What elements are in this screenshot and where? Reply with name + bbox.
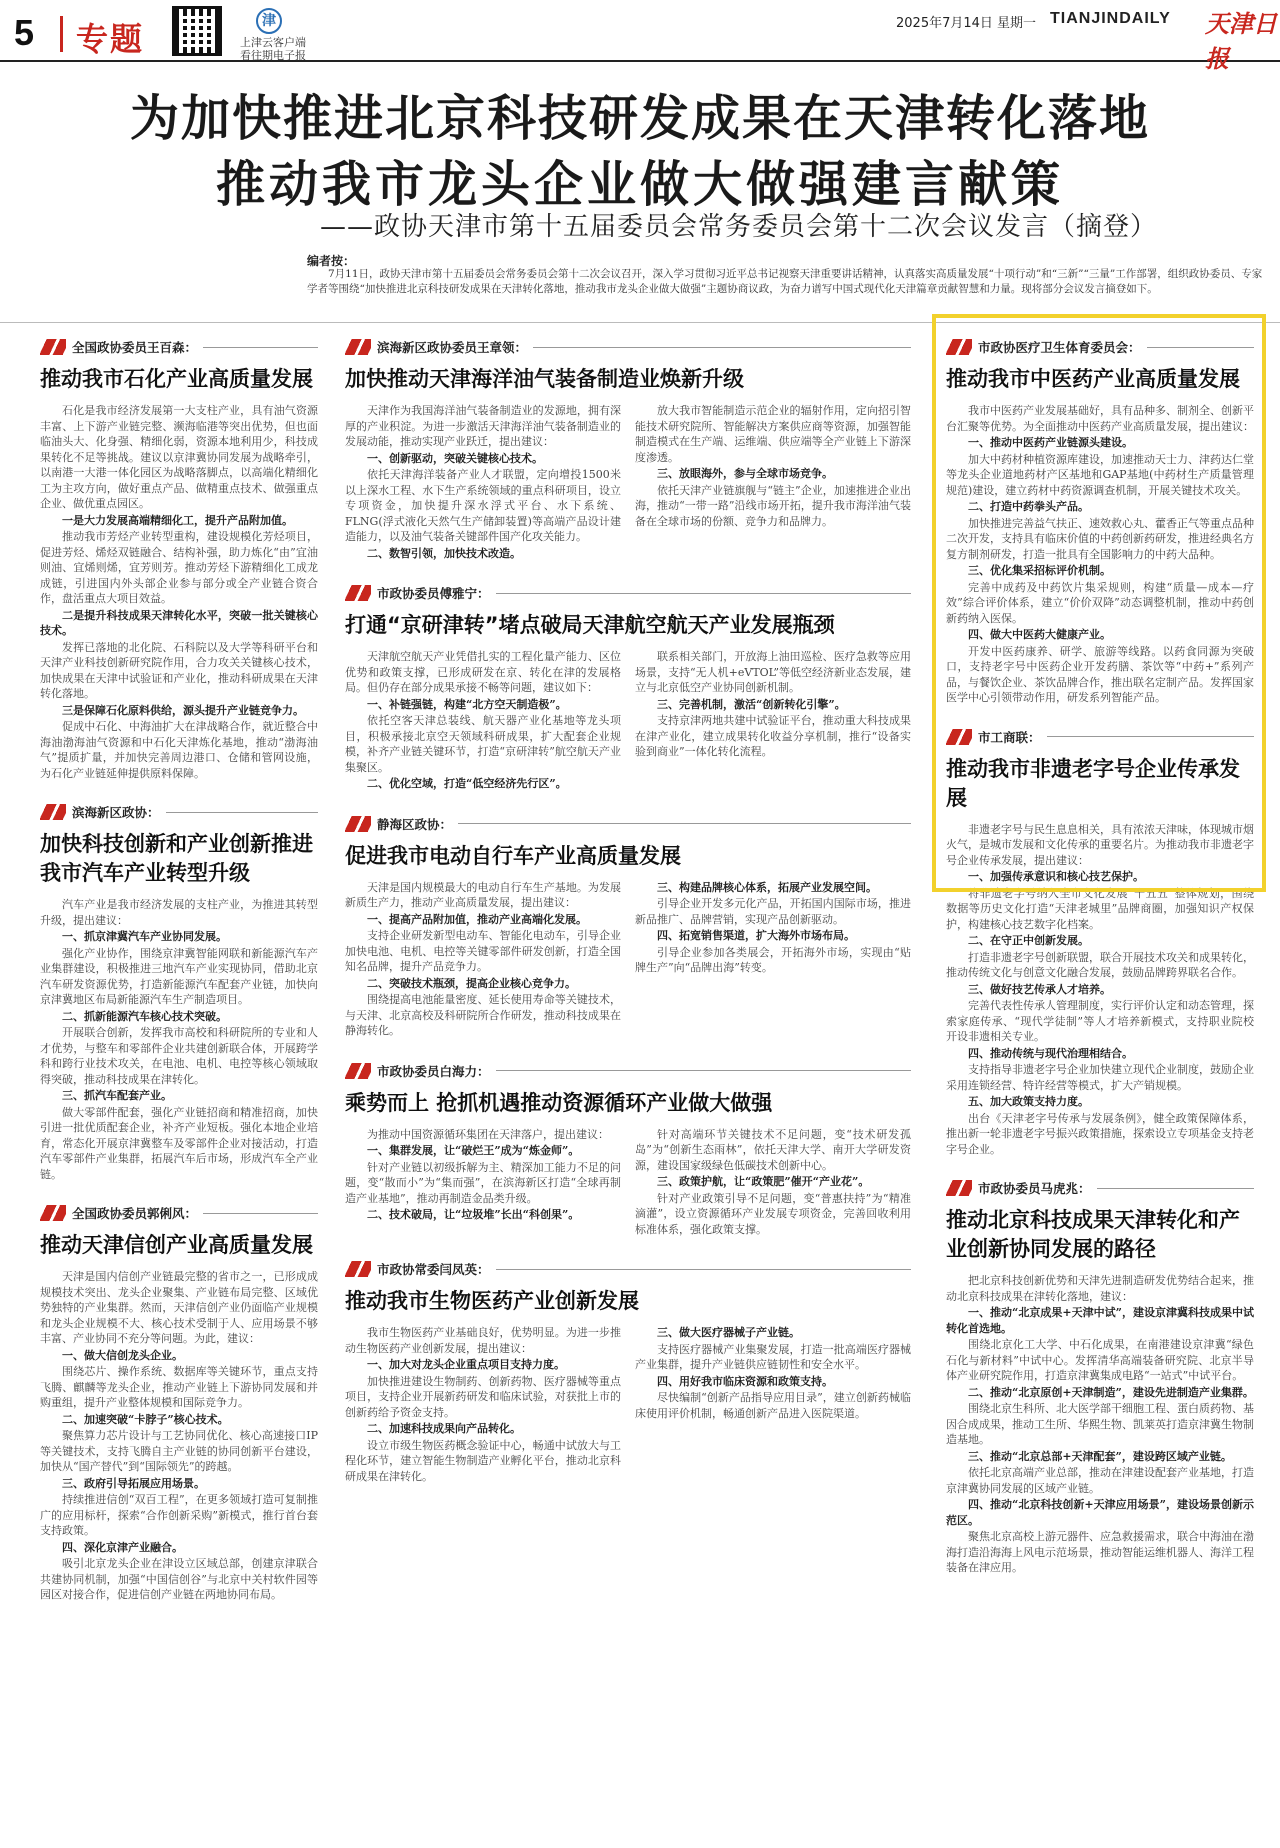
article[interactable]	[40, 801, 318, 1182]
point-heading: 二、优化空域，打造“低空经济先行区”。	[367, 777, 567, 790]
kicker-rule	[496, 1070, 911, 1071]
article-paragraph: 打造非遗老字号创新联盟，联合开展技术攻关和成果转化，推动传统文化与创意文化融合发展，鼓励品牌跨界联名合作。	[946, 950, 1254, 979]
article-paragraph: 支持京津两地共建中试验证平台，推动重大科技成果在津产业化，建立成果转化收益分享机制，推行“设备实验到商业”一体化转化流程。	[635, 714, 911, 758]
article-title[interactable]: 推动我市石化产业高质量发展	[40, 367, 313, 391]
section-label: 专题	[76, 20, 145, 58]
article[interactable]	[345, 336, 911, 562]
point-heading: 四、推动传统与现代治理相结合。	[968, 1046, 1133, 1060]
kicker-rule	[496, 1269, 911, 1270]
point-heading: 三、优化集采招标评价机制。	[968, 564, 1111, 577]
article-paragraph: 加大中药材种植资源库建设，加速推动天士力、津药达仁堂等龙头企业道地药材产区基地和GAP基地(中药材生产质量管理规范)建设，建立药材中药资源调查机制，开展关键技术攻关。	[946, 452, 1254, 497]
article[interactable]	[345, 582, 911, 793]
article-paragraph: 我市中医药产业发展基础好，具有品种多、制剂全、创新平台汇聚等优势。为全面推动中医药产业高质量发展，提出建议：	[946, 404, 1254, 433]
article-paragraph: 围绕北京生科所、北大医学部干细胞工程、蛋白质药物、基因合成成果，推动工生所、华熙生物、凯莱英打造京津冀生物制造基地。	[946, 1402, 1254, 1446]
article-paragraph: 将非遗老字号纳入全市文化发展“十五五”整体规划，围绕数据等历史文化打造“天津老城里”品牌商圈，加强知识产权保护，构建核心技艺数字化档案。	[946, 886, 1254, 931]
kicker-rule	[166, 812, 318, 813]
article-title[interactable]: 推动天津信创产业高质量发展	[40, 1233, 313, 1257]
editor-note-label: 编者按：	[307, 254, 356, 268]
point-heading: 三、抓汽车配套产业。	[62, 1089, 172, 1102]
article-paragraph: 支持指导非遗老字号企业加快建立现代企业制度，鼓励企业采用连锁经营、特许经营等模式，扩大产销规模。	[946, 1063, 1254, 1092]
qr-code-icon[interactable]	[172, 6, 222, 56]
point-heading: 四、推动“北京科技创新+天津应用场景”，建设场景创新示范区。	[946, 1498, 1254, 1527]
point-heading: 二、在守正中创新发展。	[968, 934, 1089, 947]
headline-line-1: 为加快推进北京科技研发成果在天津转化落地	[129, 89, 1150, 147]
kicker-rule	[533, 347, 911, 348]
article-paragraph: 针对高端环节关键技术不足问题，变“技术研发孤岛”为“创新生态雨林”，依托天津大学、南开大学研发资源，建设国家级绿色低碳技术创新中心。	[635, 1127, 911, 1172]
article[interactable]	[345, 1258, 911, 1485]
article-paragraph: 设立市级生物医药概念验证中心，畅通中试放大与工程化环节，建立智能生物制造产业孵化平台，推动北京科研成果在津转化。	[345, 1438, 621, 1483]
point-heading: 三、做大医疗器械子产业链。	[657, 1326, 800, 1339]
kicker-rule	[203, 347, 318, 348]
article-paragraph: 围绕芯片、操作系统、数据库等关键环节，重点支持飞腾、麒麟等龙头企业，推动产业链上下游协同发展和并购重组，提升产业整体规模和国际竞争力。	[40, 1365, 318, 1409]
point-heading: 一是大力发展高端精细化工，提升产品附加值。	[62, 513, 293, 527]
kicker-rule	[496, 593, 911, 594]
point-heading: 一、创新驱动，突破关键核心技术。	[367, 451, 543, 465]
point-heading: 一、提高产品附加值，推动产业高端化发展。	[367, 912, 587, 926]
article-paragraph: 吸引北京龙头企业在津设立区域总部，创建京津联合共建协同机制，加强“中国信创谷”与北京中关村软件园等园区对接合作，促进信创产业链在两地协同布局。	[40, 1557, 318, 1601]
point-heading: 四、拓宽销售渠道，扩大海外市场布局。	[657, 929, 855, 942]
kicker-flag-icon	[345, 1261, 371, 1277]
article-paragraph: 放大我市智能制造示范企业的辐射作用，定向招引智能技术研究院所、智能解决方案供应商等资源，加强智能制造模式在生产端、运维端、供应端等全产业链上下游深度渗透。	[635, 404, 911, 464]
kicker-text: 静海区政协：	[377, 816, 453, 832]
article-paragraph: 加快推进完善益气扶正、速效救心丸、藿香正气等重点品种二次开发，支持具有临床价值的中药创新药研发，推进经典名方复方制剂研发，打造一批具有全国影响力的中药大品种。	[946, 516, 1254, 561]
article-title[interactable]: 推动我市中医药产业高质量发展	[946, 367, 1240, 391]
kicker-text: 滨海新区政协委员王章领：	[377, 340, 528, 355]
kicker-text: 市政协委员白海力：	[377, 1063, 490, 1079]
article-paragraph: 天津是国内规模最大的电动自行车生产基地。为发展新质生产力，推动产业高质量发展，提出建议：	[345, 880, 621, 909]
article-title[interactable]: 推动我市生物医药产业创新发展	[345, 1289, 639, 1313]
article-body	[40, 403, 318, 781]
article-paragraph: 围绕北京化工大学、中石化成果，在南港建设京津冀“绿色石化与新材料”中试中心。发挥清华高端装备研究院、北京半导体产业研究院作用，打造京津冀集成电路“一站式”中试平台。	[946, 1338, 1254, 1382]
article-paragraph: 石化是我市经济发展第一大支柱产业，具有油气资源丰富、上下游产业链完整、濒海临港等突出优势，但也面临油头大、化身强、精细化弱，资源本地利用少，科技成果转化不足等挑战。建议以京津冀协同发展为战略牵引，以南港一大港一体化园区为战略落脚点，以高端化精细化工为主攻方向，做好重点产品、做精重点技术、做强重点企业、做优重点园区。	[40, 404, 318, 510]
article[interactable]	[40, 1202, 318, 1603]
article-paragraph: 支持企业研发新型电动车、智能化电动车，引导企业加快电池、电机、电控等关键零部件研发创新，打造全国知名品牌，提升产品竞争力。	[345, 929, 621, 973]
article-kicker	[40, 801, 318, 823]
article-paragraph: 联系相关部门，开放海上油田巡检、医疗急救等应用场景，支持“无人机+eVTOL”等低空经济新业态发展，建立与北京低空产业协同创新机制。	[635, 650, 911, 694]
kicker-text: 全国政协委员郭俐风：	[72, 1206, 198, 1221]
article-kicker	[345, 582, 911, 604]
article-paragraph: 天津是国内信创产业链最完整的省市之一，已形成成规模技术突出、龙头企业聚集、产业链布局完整、区域优势独特的产业集群。然而，天津信创产业仍面临产业规模和龙头企业规模不大、核心技术受制于人、应用场景不够丰富、产业协同不充分等问题。为此，建议：	[40, 1270, 318, 1345]
point-heading: 四、用好我市临床资源和政策支持。	[657, 1374, 833, 1388]
article[interactable]	[345, 813, 911, 1040]
article-paragraph: 汽车产业是我市经济发展的支柱产业，为推进其转型升级，提出建议：	[40, 898, 318, 927]
article-paragraph: 做大零部件配套，强化产业链招商和精准招商，加快引进一批优质配套企业，补齐产业短板。强化本地企业培育，常态化开展京津冀整车及零部件企业对接活动，打造汽车零部件产业集群，拓展汽车后市场，形成汽车全产业链。	[40, 1105, 318, 1181]
point-heading: 一、推动“北京成果+天津中试”，建设京津冀科技成果中试转化首选地。	[946, 1306, 1254, 1335]
article-paragraph: 促成中石化、中海油扩大在津战略合作，就近整合中海油渤海油气资源和中石化天津炼化基地，推动“渤海油气”提质扩量，并加快完善周边港口、仓储和管网设施，为石化产业链延伸提供原料保障。	[40, 720, 318, 780]
article-body	[345, 880, 911, 1040]
point-heading: 二是提升科技成果天津转化水平，突破一批关键核心技术。	[40, 608, 318, 637]
article-title[interactable]: 打通“京研津转”堵点破局天津航空航天产业发展瓶颈	[345, 613, 835, 637]
article-kicker	[345, 336, 911, 358]
point-heading: 一、抓京津冀汽车产业协同发展。	[62, 930, 227, 943]
point-heading: 三是保障石化原料供给，源头提升产业链竞争力。	[62, 703, 304, 717]
article-paragraph: 为推动中国资源循环集团在天津落户，提出建议：	[367, 1127, 609, 1141]
point-heading: 三、完善机制，激活“创新转化引擎”。	[657, 697, 846, 711]
article-kicker	[40, 336, 318, 358]
point-heading: 一、推动中医药产业链源头建设。	[968, 436, 1133, 449]
article-paragraph: 针对产业政策引导不足问题，变“普惠扶持”为“精准滴灌”，设立资源循环产业发展专项资金，完善回收利用标准体系，强化政策支撑。	[635, 1191, 911, 1236]
kicker-text: 全国政协委员王百森：	[72, 340, 198, 355]
article-paragraph: 支持医疗器械产业集聚发展，打造一批高端医疗器械产业集群，提升产业链供应链韧性和安全水平。	[635, 1342, 911, 1371]
kicker-text: 市政协委员马虎兆：	[978, 1181, 1091, 1196]
article-paragraph: 依托天津海洋装备产业人才联盟，定向增投1500米以上深水工程、水下生产系统领域的重点科研项目，设立专项资金，加快提升深水浮式平台、水下系统、FLNG(浮式液化天然气生产储卸装置)等高端产品设计建造能力，以及油气装备关键部件国产化攻关能力。	[345, 468, 621, 543]
kicker-text: 滨海新区政协：	[72, 805, 160, 820]
article-paragraph: 开发中医药康养、研学、旅游等线路。以药食同源为突破口，支持老字号中医药企业开发药膳、茶饮等“中药+”系列产品，与餐饮企业、茶饮品牌合作，推出联名定制产品。发挥国家医学中心引领带动作用，研发系列智能产品。	[946, 644, 1254, 704]
highlight-box	[932, 314, 1266, 892]
point-heading: 三、政策护航，让“政策肥”催开“产业花”。	[657, 1175, 870, 1188]
kicker-flag-icon	[40, 804, 66, 820]
article-body	[40, 897, 318, 1182]
article-paragraph: 持续推进信创“双百工程”，在更多领域打造可复制推广的应用标杆，探索“合作创新采购”新模式，推行首台套支持政策。	[40, 1493, 318, 1537]
article[interactable]	[345, 1060, 911, 1239]
kicker-flag-icon	[40, 1205, 66, 1221]
header-divider	[60, 16, 63, 52]
point-heading: 二、抓新能源汽车核心技术突破。	[62, 1009, 227, 1023]
app-logo-icon[interactable]: 津	[256, 8, 282, 34]
kicker-text: 市工商联：	[978, 729, 1041, 745]
point-heading: 二、技术破局，让“垃圾堆”长出“科创果”。	[367, 1208, 580, 1221]
article-paragraph: 把北京科技创新优势和天津先进制造研发优势结合起来，推动北京科技成果在津转化落地，建议：	[946, 1274, 1254, 1303]
app-note: 上津云客户端 看往期电子报	[240, 36, 306, 62]
point-heading: 一、做大信创龙头企业。	[62, 1348, 183, 1362]
point-heading: 二、加速突破“卡脖子”核心技术。	[62, 1412, 229, 1426]
point-heading: 一、加大对龙头企业重点项目支持力度。	[367, 1358, 565, 1371]
headline-line-2: 推动我市龙头企业做大做强建言献策	[215, 155, 1064, 213]
point-heading: 三、做好技艺传承人才培养。	[968, 982, 1111, 996]
article-paragraph: 针对产业链以初级拆解为主、精深加工能力不足的问题，变“散而小”为“集而强”，在滨海新区打造“全球再制造产业基地”，推动再制造金品类升级。	[345, 1160, 621, 1205]
article-paragraph: 依托天津产业链旗舰与“链主”企业，加速推进企业出海，推动“一带一路”沿线市场开拓，提升我市海洋油气装备在全球市场的份额、竞争力和品牌力。	[635, 483, 911, 528]
article-paragraph: 发挥已落地的北化院、石科院以及大学等科研平台和天津产业科技创新研究院作用，合力攻关关键核心技术，加快成果在天津中试验证和产业化，推动科研成果在天津转化落地。	[40, 640, 318, 700]
article-paragraph: 引导企业参加各类展会，开拓海外市场，实现由“贴牌生产”向“品牌出海”转变。	[635, 945, 911, 974]
article-paragraph: 强化产业协作，围绕京津冀智能网联和新能源汽车产业集群建设，积极推进三地汽车产业实现协同，借助北京汽车研发资源优势，打造新能源汽车配套产业链，加快向京津冀地区布局新能源汽车生产制造项目。	[40, 946, 318, 1006]
article-paragraph: 开展联合创新，发挥我市高校和科研院所的专业和人才优势，与整车和零部件企业共建创新联合体，开展跨学科和跨行业技术攻关，在电池、电机、电控等核心领域取得突破，推动科技成果在津转化。	[40, 1026, 318, 1086]
article-body	[345, 403, 911, 562]
point-heading: 三、构建品牌核心体系，拓展产业发展空间。	[657, 880, 877, 894]
point-heading: 四、深化京津产业融合。	[62, 1540, 183, 1554]
kicker-text: 市政协医疗卫生体育委员会：	[978, 340, 1141, 355]
kicker-rule	[1097, 1188, 1254, 1189]
point-heading: 二、突破技术瓶颈，提高企业核心竞争力。	[367, 976, 576, 990]
article-kicker	[345, 813, 911, 835]
kicker-flag-icon	[40, 339, 66, 355]
article-paragraph: 加快推进建设生物制药、创新药物、医疗器械等重点项目，支持企业开展新药研发和临床试验，对获批上市的创新药给予资金支持。	[345, 1374, 621, 1419]
kicker-flag-icon	[946, 1180, 972, 1196]
article[interactable]	[946, 1177, 1254, 1576]
article-title[interactable]: 促进我市电动自行车产业高质量发展	[345, 843, 681, 868]
point-heading: 一、补链强链，构建“北方空天制造极”。	[367, 697, 567, 711]
article-body	[345, 1325, 911, 1485]
article-paragraph: 尽快编制“创新产品指导应用目录”，建立创新药械临床使用评价机制，畅通创新产品进入医院渠道。	[635, 1391, 911, 1420]
point-heading: 二、数智引领，加快技术改造。	[367, 546, 521, 560]
article-paragraph: 完善中成药及中药饮片集采规则，构建“质量—成本—疗效”综合评价体系，建立“价价双降”动态调整机制，推动中药创新药纳入医保。	[946, 580, 1254, 625]
article-body	[345, 1127, 911, 1239]
point-heading: 一、加强传承意识和核心技艺保护。	[968, 870, 1144, 883]
point-heading: 三、放眼海外，参与全球市场竞争。	[657, 467, 833, 480]
kicker-flag-icon	[345, 816, 371, 832]
column-middle	[345, 336, 911, 1505]
article-paragraph: 天津航空航天产业凭借扎实的工程化量产能力、区位优势和政策支撑，已形成研发在京、转化在津的发展格局。但仍存在部分成果承接不畅等问题，建议如下：	[345, 650, 621, 694]
point-heading: 五、加大政策支持力度。	[968, 1095, 1089, 1108]
issue-date: 2025年7月14日 星期一	[896, 16, 1037, 31]
point-heading: 三、政府引导拓展应用场景。	[62, 1476, 205, 1490]
masthead-logo: 天津日报	[1205, 9, 1277, 73]
article-paragraph: 依托北京高端产业总部，推动在津建设配套产业基地，打造京津冀协同发展的区域产业链。	[946, 1466, 1254, 1495]
masthead-english: TIANJINDAILY	[1050, 10, 1171, 27]
article-title[interactable]: 加快科技创新和产业创新推进我市汽车产业转型升级	[40, 832, 313, 885]
headline-subtitle: ——政协天津市第十五届委员会常务委员会第十二次会议发言（摘登）	[320, 212, 1158, 242]
kicker-flag-icon	[345, 339, 371, 355]
point-heading: 一、集群发展，让“破烂王”成为“炼金师”。	[367, 1144, 580, 1157]
kicker-flag-icon	[345, 585, 371, 601]
article-kicker	[345, 1258, 911, 1280]
point-heading: 三、推动“北京总部+天津配套”，建设跨区域产业链。	[968, 1449, 1232, 1463]
kicker-rule	[458, 823, 911, 824]
article-paragraph: 聚焦算力芯片设计与工艺协同优化、核心高速接口IP等关键技术，支持飞腾自主产业链的协同创新平台建设，加快从“国产替代”到“国际领先”的跨越。	[40, 1429, 318, 1473]
column-left	[40, 336, 318, 1623]
article-title[interactable]: 推动北京科技成果天津转化和产业创新协同发展的路径	[946, 1208, 1240, 1261]
point-heading: 四、做大中医药大健康产业。	[968, 628, 1111, 641]
page-number: 5	[14, 12, 35, 53]
article-paragraph: 推动我市芳烃产业转型重构，建设规模化芳烃项目，促进芳烃、烯烃双链融合、结构补强，助力炼化“由”宜油则油、宜烯则烯，宜芳则芳。推动芳烃下游精细化工成龙成链，引进国内外头部企业参与部分或全产业链合资合作，盘活重点大项目效益。	[40, 530, 318, 605]
article-body	[946, 1273, 1254, 1576]
kicker-flag-icon	[345, 1063, 371, 1079]
article-paragraph: 围绕提高电池能量密度、延长使用寿命等关键技术，与天津、北京高校及科研院所合作研发，推动科技成果在静海转化。	[345, 993, 621, 1037]
article-body	[345, 649, 911, 793]
kicker-text: 市政协常委闫凤英：	[377, 1262, 490, 1277]
point-heading: 二、加速科技成果向产品转化。	[367, 1422, 521, 1435]
point-heading: 二、推动“北京原创+天津制造”，建设先进制造产业集群。	[968, 1385, 1254, 1399]
editor-note: 7月11日，政协天津市第十五届委员会常务委员会第十二次会议召开，深入学习贯彻习近平总书记视察天津重要讲话精神，认真落实高质量发展“十项行动”和“三新”“三量”工作部署，组织政协委员、专家学者等围绕“加快推进北京科技研发成果在天津转化落地，推动我市龙头企业做大做强”主题协商议政，为奋力谱写中国式现代化天津篇章贡献智慧和力量。现将部分会议发言摘登如下。	[307, 268, 1263, 295]
article-paragraph: 依托空客天津总装线、航天器产业化基地等龙头项目，积极承接北京空天领域科研成果，扩大配套企业规模，补齐产业链关键环节，打造“京研津转”航空航天产业集聚区。	[345, 714, 621, 774]
kicker-rule	[203, 1213, 318, 1214]
article-body	[40, 1269, 318, 1603]
article-title[interactable]: 乘势而上 抢抓机遇推动资源循环产业做大做强	[345, 1090, 773, 1115]
article-paragraph: 聚焦北京高校上游元器件、应急救援需求，联合中海油在渤海打造沿海海上风电示范场景，推动智能运维机器人、海洋工程装备在津应用。	[946, 1530, 1254, 1574]
article-paragraph: 天津作为我国海洋油气装备制造业的发源地，拥有深厚的产业积淀。为进一步激活天津海洋油气装备制造业的发展动能，推动实现产业跃迁，提出建议：	[345, 404, 621, 448]
page-header	[0, 0, 1280, 73]
article-kicker	[946, 1177, 1254, 1199]
article-title[interactable]: 推动我市非遗老字号企业传承发展	[946, 756, 1240, 810]
kicker-text: 市政协委员傅雅宁：	[377, 586, 490, 601]
article-kicker	[40, 1202, 318, 1224]
point-heading: 二、打造中药拳头产品。	[968, 500, 1089, 513]
article-paragraph: 非遗老字号与民生息息相关，具有浓浓天津味，体现城市烟火气，是城市发展和文化传承的重要名片。为推动我市非遗老字号企业传承发展，提出建议：	[946, 822, 1254, 867]
article-paragraph: 完善代表性传承人管理制度，实行评价认定和动态管理，探索家庭传承、“现代学徒制”等人才培养新模式，支持职业院校开设非遗相关专业。	[946, 999, 1254, 1043]
article-paragraph: 出台《天津老字号传承与发展条例》，健全政策保障体系，推出新一轮非遗老字号振兴政策措施，探索设立专项基金支持老字号企业。	[946, 1111, 1254, 1156]
article-title[interactable]: 加快推动天津海洋油气装备制造业焕新升级	[345, 367, 744, 391]
article[interactable]	[40, 336, 318, 781]
article-paragraph: 引导企业开发多元化产品，开拓国内国际市场，推进新品推广、品牌营销，实现产品创新驱动。	[635, 897, 911, 926]
article-paragraph: 我市生物医药产业基础良好，优势明显。为进一步推动生物医药产业创新发展，提出建议：	[345, 1326, 621, 1355]
article-kicker	[345, 1060, 911, 1082]
